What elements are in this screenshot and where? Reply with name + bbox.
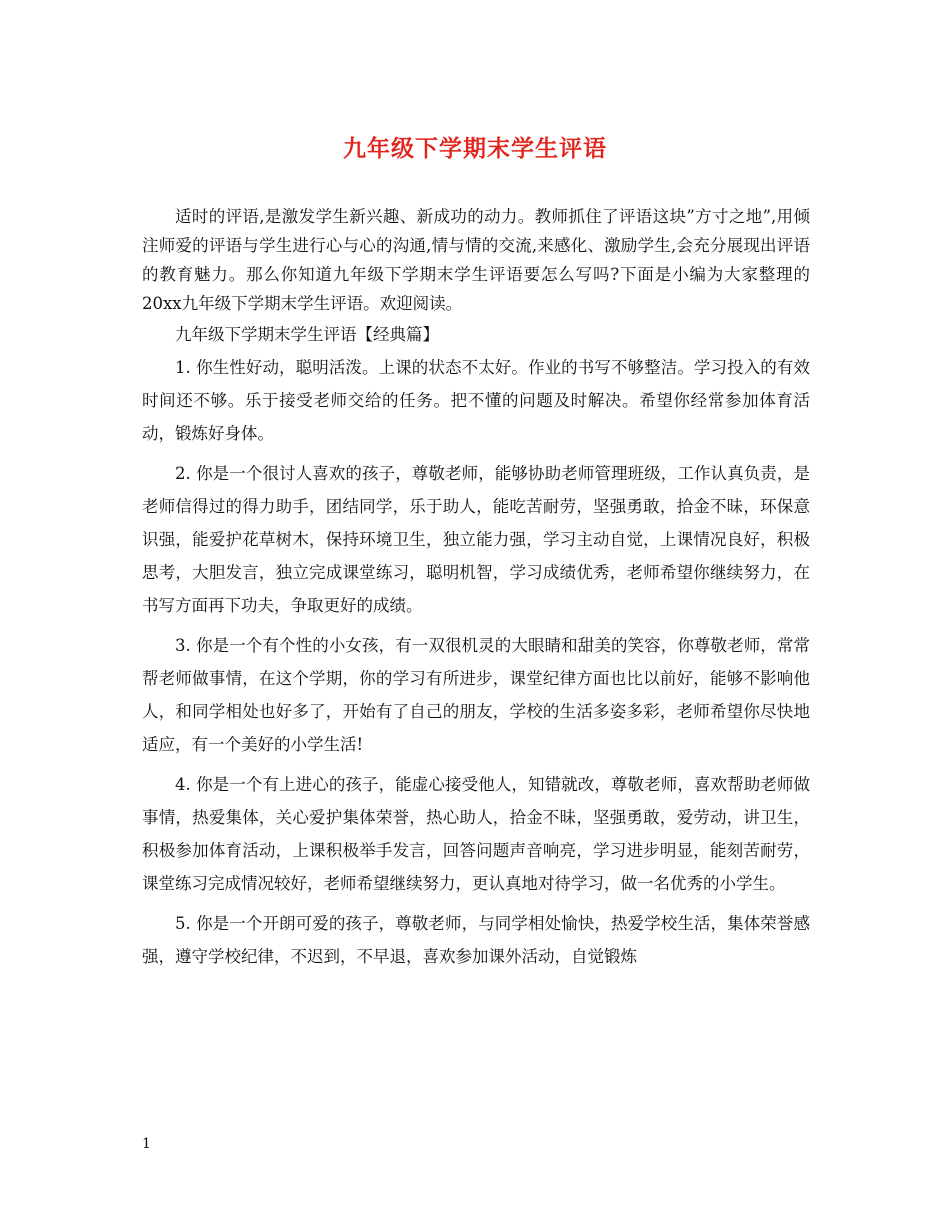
document-body	[142, 202, 810, 980]
section-heading: 九年级下学期末学生评语【经典篇】	[175, 325, 439, 344]
document-title: 九年级下学期末学生评语	[343, 135, 607, 162]
intro-paragraph: 适时的评语,是激发学生新兴趣、新成功的动力。教师抓住了评语这块”方寸之地”,用倾注师爱的评语与学生进行心与心的沟通,情与情的交流,来感化、激励学生,会充分展现出评语的教育魅力。那么你知道九年级下学期末学生评语要怎么写吗?下面是小编为大家整理的20xx九年级下学期末学生评语。欢迎阅读。	[142, 207, 810, 313]
comment-item-5: 5. 你是一个开朗可爱的孩子，尊敬老师，与同学相处愉快，热爱学校生活，集体荣誉感强，遵守学校纪律，不迟到，不早退，喜欢参加课外活动，自觉锻炼	[142, 914, 810, 966]
comment-item-3: 3. 你是一个有个性的小女孩，有一双很机灵的大眼睛和甜美的笑容，你尊敬老师，常常帮老师做事情，在这个学期，你的学习有所进步，课堂纪律方面也比以前好，能够不影响他人，和同学相处也好多了，开始有了自己的朋友，学校的生活多姿多彩，老师希望你尽快地适应，有一个美好的小学生活!	[142, 636, 810, 754]
comment-item-1: 1. 你生性好动，聪明活泼。上课的状态不太好。作业的书写不够整洁。学习投入的有效时间还不够。乐于接受老师交给的任务。把不懂的问题及时解决。希望你经常参加体育活动，锻炼好身体。	[142, 358, 810, 443]
comment-item-2: 2. 你是一个很讨人喜欢的孩子，尊敬老师，能够协助老师管理班级，工作认真负责，是老师信得过的得力助手，团结同学，乐于助人，能吃苦耐劳，坚强勇敢，拾金不昧，环保意识强，能爱护花草树木，保持环境卫生，独立能力强，学习主动自觉，上课情况良好，积极思考，大胆发言，独立完成课堂练习，聪明机智，学习成绩优秀，老师希望你继续努力，在书写方面再下功夫，争取更好的成绩。	[142, 464, 810, 615]
page-number: 1	[142, 1136, 151, 1152]
comment-item-4: 4. 你是一个有上进心的孩子，能虚心接受他人，知错就改，尊敬老师，喜欢帮助老师做事情，热爱集体，关心爱护集体荣誉，热心助人，拾金不昧，坚强勇敢，爱劳动，讲卫生，积极参加体育活动，上课积极举手发言，回答问题声音响亮，学习进步明显，能刻苦耐劳，课堂练习完成情况较好，老师希望继续努力，更认真地对待学习，做一名优秀的小学生。	[142, 775, 810, 893]
